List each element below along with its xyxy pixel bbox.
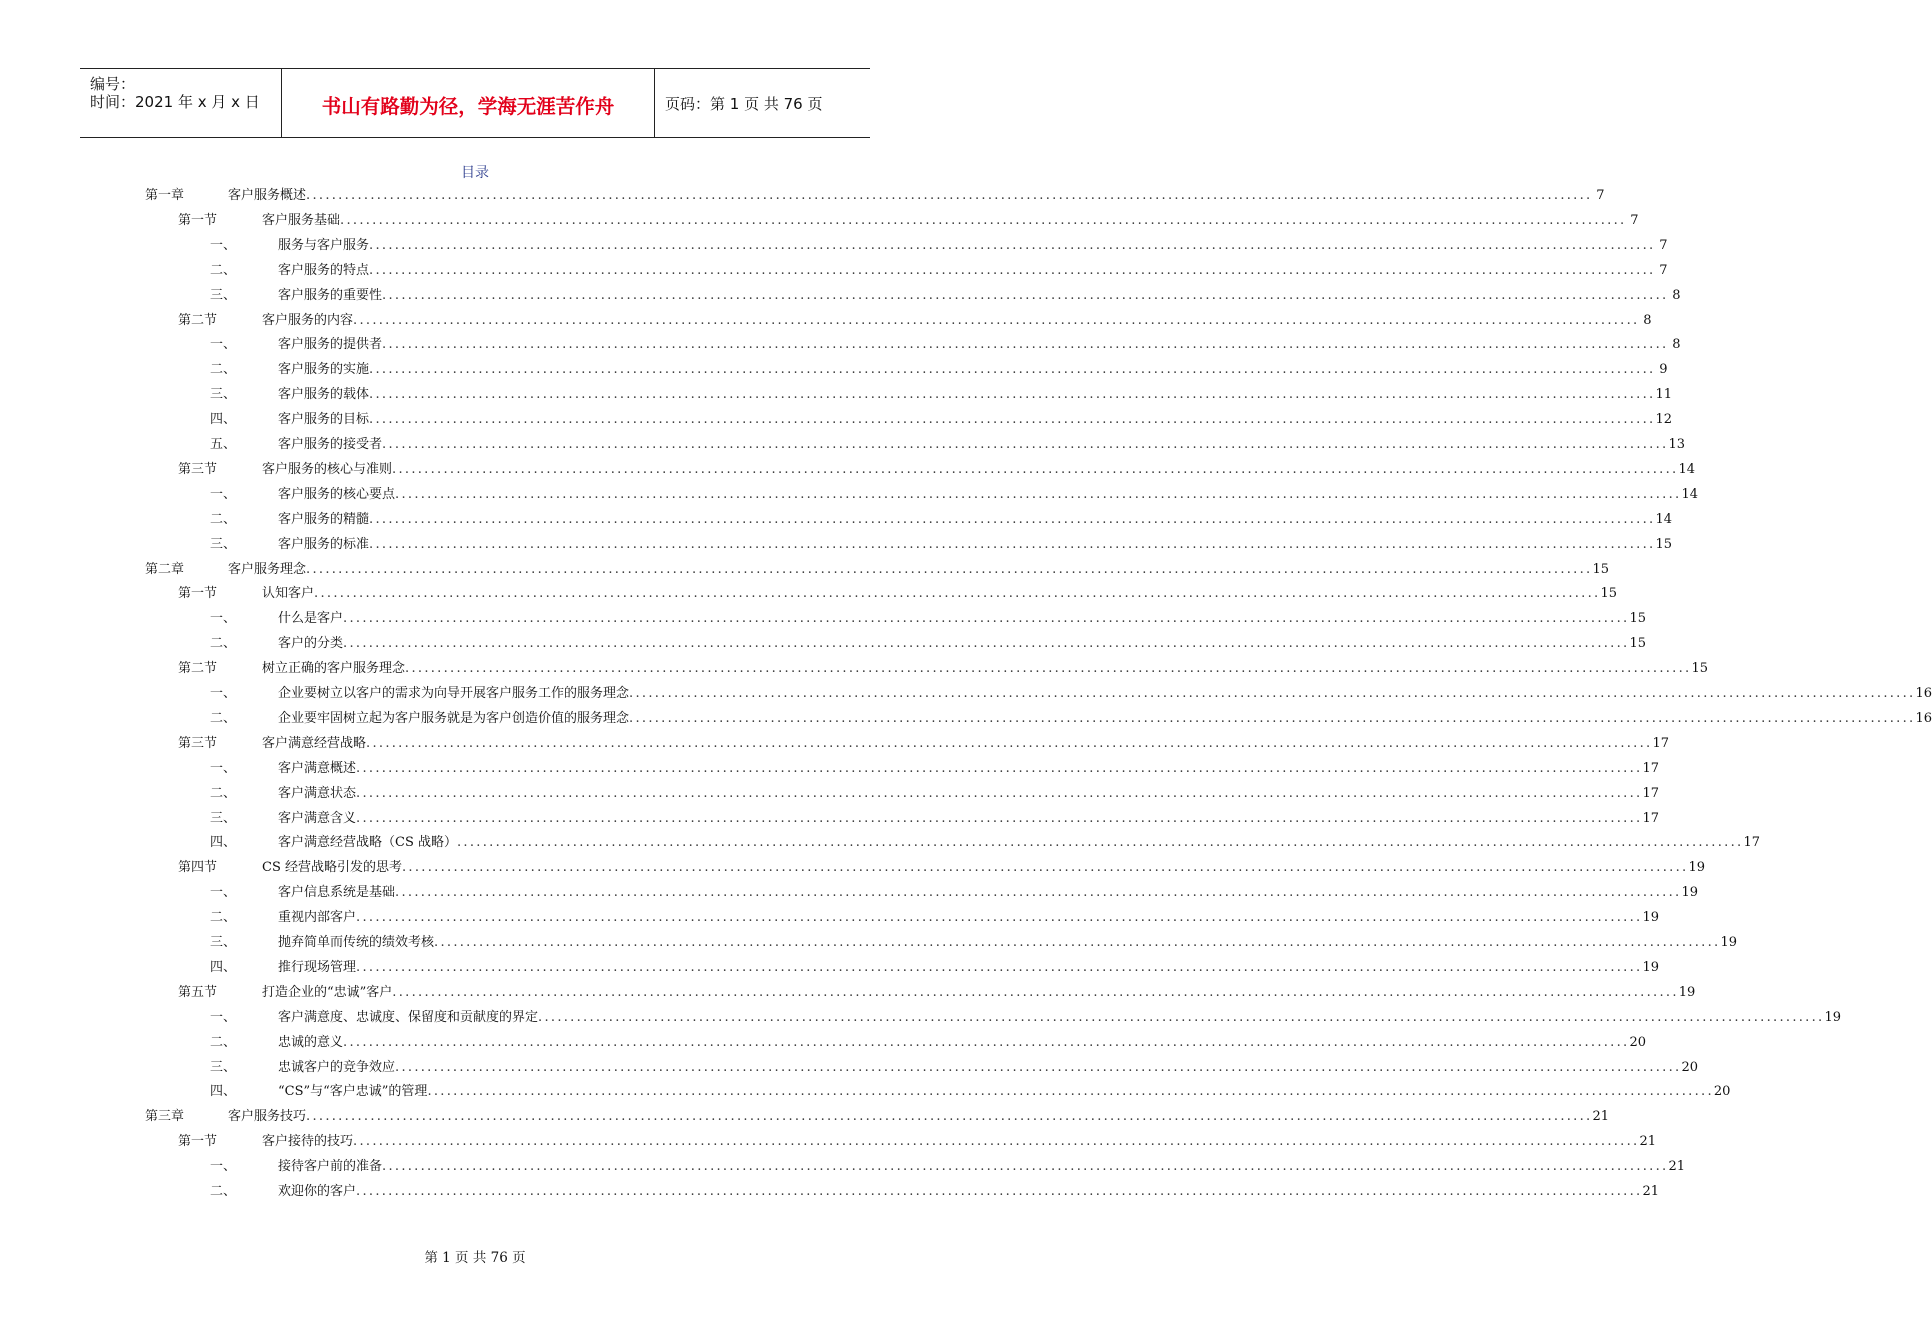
toc-dot-leader: ........................................................................................................................................................................................................ — [382, 1159, 1669, 1175]
toc-entry-title: 什么是客户 — [278, 611, 344, 627]
toc-entry[interactable] — [210, 535, 1673, 555]
toc-entry-page: 19 — [1720, 935, 1738, 950]
toc-entry-number: 五、 — [210, 437, 237, 452]
toc-dot-leader: ........................................................................................................................................................................................................ — [392, 984, 1679, 1000]
toc-entry-number: 二、 — [210, 710, 237, 726]
toc-entry-title: 客户服务的核心要点 — [278, 486, 396, 502]
toc-entry-title: 客户服务的重要性 — [278, 287, 383, 303]
toc-entry-number: 第一节 — [178, 212, 218, 228]
toc-entry-number: 一、 — [210, 686, 237, 701]
toc-entry-page: 8 — [1672, 287, 1681, 303]
toc-dot-leader: ........................................................................................................................................................................................................ — [395, 1059, 1682, 1075]
toc-entry-page: 15 — [1600, 586, 1618, 602]
document-number-label: 编号： — [90, 75, 136, 93]
toc-entry-number: 四、 — [210, 835, 237, 851]
header-info-cell — [80, 69, 282, 137]
toc-entry-title: 客户满意状态 — [278, 785, 357, 801]
toc-entry-leader — [262, 858, 1706, 878]
toc-entry-number: 一、 — [210, 760, 237, 776]
toc-entry-number: 二、 — [210, 1034, 237, 1050]
toc-entry[interactable] — [210, 335, 1681, 355]
toc-entry-page: 15 — [1629, 636, 1647, 652]
toc-dot-leader: ........................................................................................................................................................................................................ — [392, 461, 1679, 477]
toc-entry-title: 重视内部客户 — [278, 910, 357, 926]
toc-entry[interactable] — [210, 385, 1673, 405]
toc-entry-leader — [262, 983, 1696, 1003]
toc-entry[interactable] — [210, 883, 1699, 903]
toc-entry-number: 一、 — [210, 337, 237, 353]
toc-entry-leader — [278, 809, 1660, 829]
toc-entry-number: 第二节 — [178, 312, 218, 328]
toc-entry-page: 13 — [1668, 437, 1686, 452]
toc-entry-number: 二、 — [210, 362, 237, 378]
toc-dot-leader: ........................................................................................................................................................................................................ — [353, 1134, 1640, 1150]
toc-dot-leader: ........................................................................................................................................................................................................ — [306, 188, 1593, 203]
toc-entry-number: 三、 — [210, 810, 237, 826]
header-slogan-cell — [282, 69, 655, 137]
toc-dot-leader: ........................................................................................................................................................................................................ — [356, 959, 1643, 975]
toc-entry-leader — [278, 510, 1673, 530]
toc-entry-title: 客户服务的接受者 — [278, 437, 383, 452]
toc-entry-number: 四、 — [210, 1084, 237, 1100]
toc-entry-number: 二、 — [210, 910, 237, 926]
toc-entry-title: 忠诚的意义 — [278, 1034, 344, 1050]
toc-entry-page: 19 — [1824, 1009, 1842, 1025]
toc-entry-number: 四、 — [210, 959, 237, 975]
toc-dot-leader: ........................................................................................................................................................................................................ — [369, 362, 1656, 378]
toc-dot-leader: ........................................................................................................................................................................................................ — [395, 885, 1682, 901]
toc-entry[interactable] — [178, 1132, 1657, 1152]
toc-entry-leader — [278, 535, 1673, 555]
toc-entry-number: 第一节 — [178, 586, 218, 602]
toc-entry[interactable] — [178, 211, 1639, 231]
toc-entry-title: 打造企业的“忠诚”客户 — [262, 984, 393, 1000]
toc-entry-number: 一、 — [210, 237, 237, 253]
toc-entry-page: 16 — [1915, 686, 1932, 701]
toc-entry-title: 客户满意经营战略 — [262, 735, 367, 751]
toc-entry-leader — [278, 908, 1660, 928]
page-header — [80, 68, 870, 138]
toc-entry-title: 客户服务概述 — [228, 188, 307, 203]
toc-dot-leader: ........................................................................................................................................................................................................ — [629, 710, 1916, 726]
toc-entry[interactable] — [145, 186, 1605, 206]
toc-entry[interactable] — [210, 261, 1668, 281]
toc-entry-page: 19 — [1681, 885, 1699, 901]
toc-entry-title: 树立正确的客户服务理念 — [262, 661, 406, 677]
toc-entry-page: 15 — [1655, 536, 1673, 552]
toc-dot-leader: ........................................................................................................................................................................................................ — [538, 1009, 1825, 1025]
toc-dot-leader: ........................................................................................................................................................................................................ — [356, 810, 1643, 826]
toc-entry-page: 16 — [1915, 710, 1932, 726]
toc-entry-number: 三、 — [210, 1059, 237, 1075]
toc-entry-number: 三、 — [210, 536, 237, 552]
toc-entry-leader — [278, 759, 1660, 779]
toc-dot-leader: ........................................................................................................................................................................................................ — [405, 661, 1692, 677]
toc-dot-leader: ........................................................................................................................................................................................................ — [306, 561, 1593, 577]
page-footer: 第 1 页 共 76 页 — [424, 1250, 526, 1266]
toc-entry-page: 11 — [1655, 387, 1673, 403]
toc-entry-page: 21 — [1642, 1184, 1660, 1199]
toc-entry-title: 客户服务的提供者 — [278, 337, 383, 353]
toc-entry[interactable] — [210, 1182, 1660, 1202]
toc-entry-leader — [262, 584, 1618, 604]
toc-entry-leader — [278, 784, 1660, 804]
toc-entry-leader — [278, 1058, 1699, 1078]
toc-entry-number: 一、 — [210, 486, 237, 502]
toc-entry-leader — [228, 186, 1605, 206]
toc-entry[interactable] — [145, 560, 1610, 580]
toc-entry[interactable] — [178, 460, 1696, 480]
toc-entry-title: 客户满意度、忠诚度、保留度和贡献度的界定 — [278, 1009, 539, 1025]
toc-entry-leader — [262, 211, 1639, 231]
toc-entry-leader — [278, 286, 1681, 306]
toc-entry-leader — [262, 1132, 1657, 1152]
toc-entry-leader — [278, 236, 1668, 256]
toc-entry[interactable] — [145, 1107, 1610, 1127]
toc-entry[interactable] — [210, 634, 1647, 654]
toc-entry-leader — [278, 609, 1647, 629]
toc-dot-leader: ........................................................................................................................................................................................................ — [434, 935, 1721, 950]
toc-entry[interactable] — [210, 1082, 1731, 1102]
toc-entry-leader — [278, 833, 1761, 853]
toc-entry-leader — [278, 684, 1932, 704]
toc-entry-leader — [278, 410, 1673, 430]
toc-entry[interactable] — [210, 684, 1932, 704]
toc-dot-leader: ........................................................................................................................................................................................................ — [366, 735, 1653, 751]
toc-entry[interactable] — [210, 1008, 1842, 1028]
toc-entry-leader — [278, 883, 1699, 903]
toc-entry-page: 20 — [1713, 1084, 1731, 1100]
toc-entry-leader — [278, 360, 1668, 380]
toc-dot-leader: ........................................................................................................................................................................................................ — [343, 611, 1630, 627]
toc-entry-leader — [262, 734, 1670, 754]
toc-entry-number: 二、 — [210, 511, 237, 527]
toc-entry-number: 第四节 — [178, 860, 218, 876]
toc-entry[interactable] — [210, 833, 1761, 853]
toc-entry[interactable] — [178, 311, 1652, 331]
toc-dot-leader: ........................................................................................................................................................................................................ — [369, 511, 1656, 527]
toc-entry[interactable] — [178, 858, 1706, 878]
toc-dot-leader: ........................................................................................................................................................................................................ — [402, 860, 1689, 876]
toc-entry-page: 15 — [1691, 661, 1709, 677]
toc-entry-page: 12 — [1655, 412, 1673, 428]
toc-dot-leader: ........................................................................................................................................................................................................ — [306, 1109, 1593, 1125]
header-slogan: 书山有路勤为径，学海无涯苦作舟 — [321, 95, 615, 118]
toc-entry-number: 一、 — [210, 1159, 237, 1175]
toc-entry-number: 三、 — [210, 387, 237, 403]
toc-dot-leader: ........................................................................................................................................................................................................ — [382, 337, 1669, 353]
toc-entry-number: 三、 — [210, 935, 237, 950]
toc-dot-leader: ........................................................................................................................................................................................................ — [340, 212, 1627, 228]
toc-entry-page: 9 — [1659, 362, 1668, 378]
toc-dot-leader: ........................................................................................................................................................................................................ — [457, 835, 1744, 851]
toc-entry-leader — [278, 958, 1660, 978]
toc-entry-leader — [278, 261, 1668, 281]
toc-entry-title: 客户服务技巧 — [228, 1109, 307, 1125]
toc-entry-leader — [278, 385, 1673, 405]
toc-entry-number: 第三节 — [178, 461, 218, 477]
toc-entry-leader — [262, 460, 1696, 480]
toc-entry-leader — [278, 335, 1681, 355]
toc-entry[interactable] — [178, 983, 1696, 1003]
toc-entry[interactable] — [210, 958, 1660, 978]
toc-dot-leader: ........................................................................................................................................................................................................ — [314, 586, 1601, 602]
toc-entry-page: 15 — [1592, 561, 1610, 577]
toc-dot-leader: ........................................................................................................................................................................................................ — [395, 486, 1682, 502]
toc-entry-page: 7 — [1659, 262, 1668, 278]
toc-entry[interactable] — [178, 584, 1618, 604]
toc-entry-page: 19 — [1642, 959, 1660, 975]
toc-dot-leader: ........................................................................................................................................................................................................ — [382, 437, 1669, 452]
toc-entry-title: 客户的分类 — [278, 636, 344, 652]
toc-entry-number: 四、 — [210, 412, 237, 428]
toc-entry[interactable] — [210, 809, 1660, 829]
toc-entry-number: 第三章 — [145, 1109, 185, 1125]
toc-entry-number: 一、 — [210, 611, 237, 627]
toc-entry-leader — [278, 933, 1738, 953]
toc-entry-page: 14 — [1655, 511, 1673, 527]
toc-entry-page: 19 — [1678, 984, 1696, 1000]
toc-entry[interactable] — [210, 1157, 1686, 1177]
toc-entry-title: 客户信息系统是基础 — [278, 885, 396, 901]
toc-entry-title: 认知客户 — [262, 586, 315, 602]
toc-entry[interactable] — [210, 784, 1660, 804]
toc-entry-title: “CS”与“客户忠诚”的管理 — [278, 1084, 428, 1100]
toc-dot-leader: ........................................................................................................................................................................................................ — [356, 760, 1643, 776]
toc-entry-title: 推行现场管理 — [278, 959, 357, 975]
toc-entry[interactable] — [178, 734, 1670, 754]
toc-dot-leader: ........................................................................................................................................................................................................ — [369, 262, 1656, 278]
toc-dot-leader: ........................................................................................................................................................................................................ — [343, 636, 1630, 652]
toc-entry-number: 二、 — [210, 636, 237, 652]
toc-entry-title: 客户服务的内容 — [262, 312, 354, 328]
toc-entry-page: 19 — [1642, 910, 1660, 926]
toc-entry-leader — [262, 311, 1652, 331]
toc-entry-page: 17 — [1743, 835, 1761, 851]
toc-entry-leader — [278, 1033, 1647, 1053]
toc-entry-page: 7 — [1596, 188, 1605, 203]
toc-entry[interactable] — [210, 435, 1686, 455]
toc-entry-number: 二、 — [210, 785, 237, 801]
toc-entry-page: 15 — [1629, 611, 1647, 627]
toc-dot-leader: ........................................................................................................................................................................................................ — [369, 237, 1656, 253]
toc-dot-leader: ........................................................................................................................................................................................................ — [356, 1184, 1643, 1199]
toc-entry-page: 14 — [1681, 486, 1699, 502]
toc-entry-title: 抛弃简单而传统的绩效考核 — [278, 935, 435, 950]
toc-entry-title: 客户服务的标准 — [278, 536, 370, 552]
toc-entry-title: 客户服务理念 — [228, 561, 307, 577]
toc-entry-title: 客户接待的技巧 — [262, 1134, 354, 1150]
toc-entry-leader — [278, 709, 1932, 729]
toc-dot-leader: ........................................................................................................................................................................................................ — [356, 785, 1643, 801]
toc-entry[interactable] — [210, 908, 1660, 928]
toc-entry[interactable] — [210, 1033, 1647, 1053]
toc-dot-leader: ........................................................................................................................................................................................................ — [427, 1084, 1714, 1100]
toc-entry-number: 第二节 — [178, 661, 218, 677]
toc-entry-page: 17 — [1642, 760, 1660, 776]
toc-entry-page: 21 — [1668, 1159, 1686, 1175]
toc-entry[interactable] — [210, 360, 1668, 380]
toc-title: 目录 — [461, 165, 489, 181]
toc-dot-leader: ........................................................................................................................................................................................................ — [369, 536, 1656, 552]
toc-entry-number: 三、 — [210, 287, 237, 303]
toc-entry-title: 客户服务的载体 — [278, 387, 370, 403]
toc-entry-leader — [278, 1008, 1842, 1028]
toc-entry-title: 客户满意概述 — [278, 760, 357, 776]
toc-entry-number: 第三节 — [178, 735, 218, 751]
toc-entry-number: 第一节 — [178, 1134, 218, 1150]
toc-entry-title: CS 经营战略引发的思考 — [262, 860, 402, 876]
toc-entry-title: 欢迎你的客户 — [278, 1184, 357, 1199]
toc-entry-page: 8 — [1643, 312, 1652, 328]
toc-dot-leader: ........................................................................................................................................................................................................ — [382, 287, 1669, 303]
document-date-label: 时间：2021 年 x 月 x 日 — [90, 93, 260, 111]
toc-entry-title: 客户服务的实施 — [278, 362, 370, 378]
toc-entry[interactable] — [210, 759, 1660, 779]
toc-entry-title: 企业要树立以客户的需求为向导开展客户服务工作的服务理念 — [278, 686, 630, 701]
toc-entry-title: 客户满意含义 — [278, 810, 357, 826]
toc-entry-title: 服务与客户服务 — [278, 237, 370, 253]
toc-dot-leader: ........................................................................................................................................................................................................ — [369, 412, 1656, 428]
toc-entry-page: 20 — [1681, 1059, 1699, 1075]
toc-entry-title: 客户满意经营战略（CS 战略） — [278, 835, 457, 851]
toc-entry[interactable] — [210, 286, 1681, 306]
toc-entry-page: 17 — [1652, 735, 1670, 751]
toc-entry-page: 7 — [1659, 237, 1668, 253]
toc-entry[interactable] — [210, 933, 1738, 953]
toc-entry-leader — [228, 1107, 1610, 1127]
toc-entry-title: 忠诚客户的竞争效应 — [278, 1059, 396, 1075]
toc-entry-title: 接待客户前的准备 — [278, 1159, 383, 1175]
toc-entry-title: 客户服务的精髓 — [278, 511, 370, 527]
toc-entry-number: 二、 — [210, 1184, 237, 1199]
toc-entry-page: 20 — [1629, 1034, 1647, 1050]
toc-entry-leader — [262, 659, 1709, 679]
toc-entry-leader — [278, 435, 1686, 455]
toc-entry-page: 7 — [1630, 212, 1639, 228]
toc-entry-page: 8 — [1672, 337, 1681, 353]
toc-entry-leader — [278, 1182, 1660, 1202]
toc-entry-number: 二、 — [210, 262, 237, 278]
toc-entry-leader — [278, 1157, 1686, 1177]
toc-entry-page: 17 — [1642, 810, 1660, 826]
toc-entry-page: 19 — [1688, 860, 1706, 876]
toc-entry-number: 第一章 — [145, 188, 185, 203]
toc-entry-leader — [228, 560, 1610, 580]
toc-dot-leader: ........................................................................................................................................................................................................ — [369, 387, 1656, 403]
toc-entry-page: 17 — [1642, 785, 1660, 801]
toc-entry[interactable] — [210, 485, 1699, 505]
toc-dot-leader: ........................................................................................................................................................................................................ — [353, 312, 1640, 328]
toc-entry-title: 客户服务基础 — [262, 212, 341, 228]
toc-entry-number: 一、 — [210, 885, 237, 901]
toc-dot-leader: ........................................................................................................................................................................................................ — [356, 910, 1643, 926]
toc-entry[interactable] — [210, 1058, 1699, 1078]
toc-entry-leader — [278, 1082, 1731, 1102]
toc-entry-page: 14 — [1678, 461, 1696, 477]
toc-entry[interactable] — [210, 236, 1668, 256]
toc-entry-title: 企业要牢固树立起为客户服务就是为客户创造价值的服务理念 — [278, 710, 630, 726]
header-page-cell — [655, 69, 870, 137]
toc-entry[interactable] — [210, 709, 1932, 729]
toc-entry[interactable] — [210, 410, 1673, 430]
toc-entry-title: 客户服务的目标 — [278, 412, 370, 428]
toc-entry-page: 21 — [1639, 1134, 1657, 1150]
toc-entry[interactable] — [178, 659, 1709, 679]
toc-entry[interactable] — [210, 510, 1673, 530]
toc-entry-title: 客户服务的特点 — [278, 262, 370, 278]
toc-entry[interactable] — [210, 609, 1647, 629]
toc-entry-title: 客户服务的核心与准则 — [262, 461, 393, 477]
toc-entry-number: 第五节 — [178, 984, 218, 1000]
toc-entry-leader — [278, 485, 1699, 505]
toc-dot-leader: ........................................................................................................................................................................................................ — [629, 686, 1916, 701]
toc-entry-page: 21 — [1592, 1109, 1610, 1125]
header-page-info: 页码：第 1 页 共 76 页 — [665, 95, 823, 113]
toc-dot-leader: ........................................................................................................................................................................................................ — [343, 1034, 1630, 1050]
toc-entry-number: 一、 — [210, 1009, 237, 1025]
toc-entry-number: 第二章 — [145, 561, 185, 577]
toc-entry-leader — [278, 634, 1647, 654]
